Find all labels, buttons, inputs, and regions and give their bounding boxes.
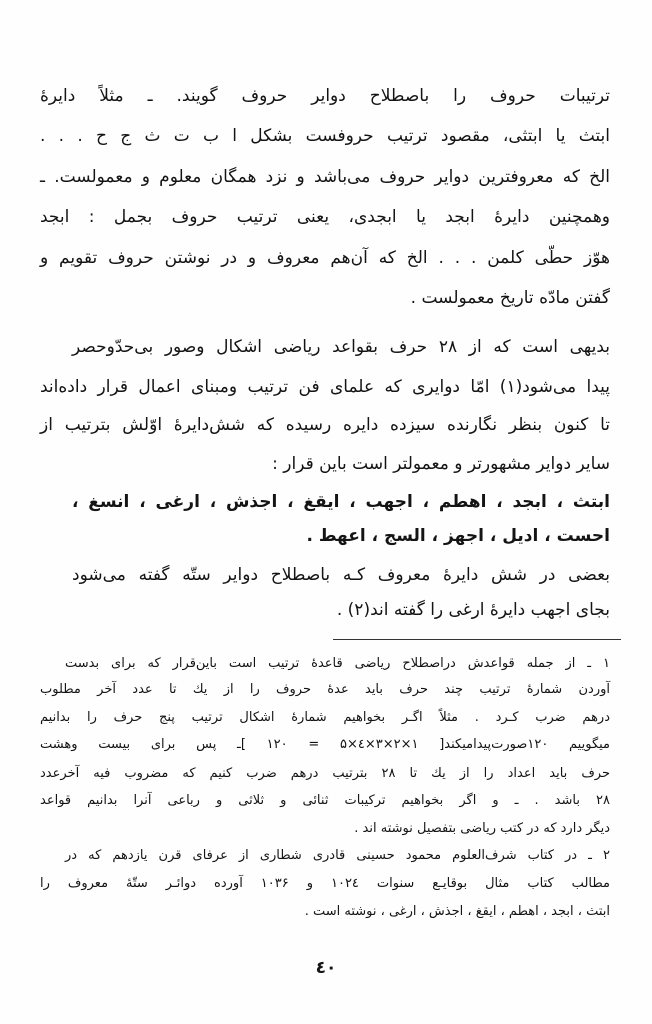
text-line: وهمچنین دایرهٔ ابجد یا ابجدی، یعنی ترتیب حروف بجمل : ابجد	[40, 207, 610, 227]
footnote-line: حرف باید اعداد را از یك تا ۲۸ بترتیب درهم ضرب کنیم که مضروب فیه آخرعدد	[40, 766, 610, 781]
footnote-line: میگوییم ۱۲۰صورت‌پیدامیکند[ ۱×۲×۳×٤×۵ = ۱۲۰ ]ـ پس برای بیست وهشت	[40, 737, 611, 752]
text-line: بدیهی است که از ۲۸ حرف بقواعد ریاضی اشکال وصور بی‌حدّوحصر	[72, 337, 610, 357]
text-line: پیدا می‌شود(۱) امّا دوایری که علمای فن ترتیب ومبنای اعمال قرار داده‌اند	[40, 377, 611, 397]
footnote-line: مطالب کتاب مثال بوقایـع سنوات ۱۰۲٤ و ۱۰۳۶ آورده دوائـر ستّهٔ معروف را	[40, 876, 610, 891]
text-line: بعضی در شش دایرهٔ معروف کـه باصطلاح دوایر ستّه گفته می‌شود	[72, 565, 610, 585]
footnote-line: ۲ ـ در کتاب شرف‌العلوم محمود حسینی قادری شطاری از عرفای قرن یازدهم که در	[65, 848, 610, 863]
footnote-line: آوردن شمارهٔ ترتیب چند حرف باید عدهٔ حروف را از یك تا عدد آخر مطلوب	[40, 682, 610, 697]
text-line: گفتن مادّه تاریخ معمولست .	[410, 288, 610, 308]
text-line: تا کنون بنظر نگارنده سیزده دایره رسیده که شش‌دایرهٔ اوّلش بترتیب از	[40, 415, 610, 435]
footnote-line: ۲۸ باشد . ـ و اگر بخواهیم ترکیبات ثنائی و ثلاثی و رباعی آنرا بدانیم قواعد	[40, 793, 610, 808]
footnote-line: دیگر دارد که در کتب ریاضی بتفصیل نوشته اند .	[354, 821, 610, 836]
footnote-line: درهم ضرب کـرد . مثلاً اگـر بخواهیم شمارهٔ اشکال ترتیب پنج حرف را بدانیم	[40, 710, 610, 725]
text-line: الخ که معروفترین دوایر حروف می‌باشد و نزد همگان معلوم و معمولست. ـ	[40, 167, 610, 187]
list-line: ابتث ، ابجد ، اهطم ، اجهب ، ایقغ ، اجذش ، ارغی ، انسغ ،	[72, 492, 610, 512]
footnote-line: ابتث ، ابجد ، اهطم ، ایقغ ، اجذش ، ارغی ، نوشته است .	[304, 904, 610, 919]
text-line: هوّز حطّی کلمن . . . الخ که آن‌هم معروف و در نوشتن حروف تقویم و	[40, 248, 610, 268]
list-line: احست ، ادیل ، اجهز ، السج ، اعهط .	[306, 526, 610, 546]
text-line: ابتث یا ابتثی، مقصود ترتیب حروفست بشکل ا ب ت ث ج ح . . .	[40, 126, 610, 146]
text-line: بجای اجهب دایرهٔ ارغی را گفته اند(۲) .	[336, 600, 610, 620]
footnote-line: ۱ ـ از جمله قواعدش دراصطلاح ریاضی قاعدهٔ ترتیب است باین‌قرار که برای بدست	[65, 656, 610, 671]
text-line: سایر دوایر مشهورتر و معمولتر است باین قرار :	[272, 454, 610, 474]
text-line: ترتیبات حروف را باصطلاح دوایر حروف گویند. ـ مثلاً دایرهٔ	[40, 86, 610, 106]
page-number: ٤۰	[315, 958, 337, 978]
footnote-separator	[333, 639, 621, 640]
